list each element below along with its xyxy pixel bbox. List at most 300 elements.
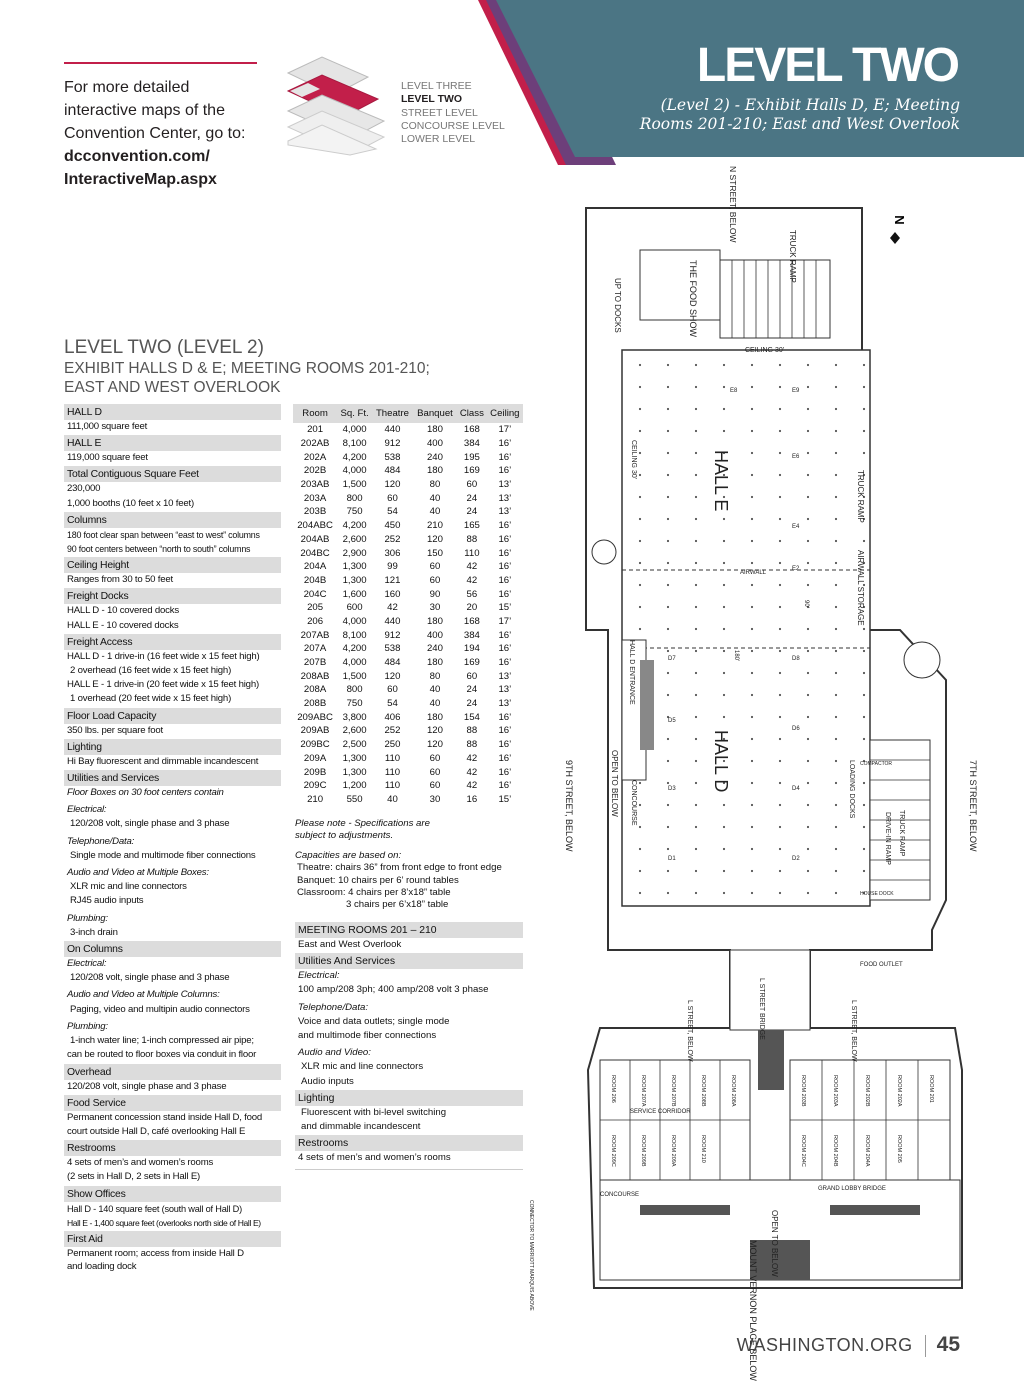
- table-cell: 168: [463, 424, 480, 436]
- l-street-bridge-area: [730, 950, 810, 1030]
- column-dot: [639, 892, 641, 894]
- column-dot: [807, 540, 809, 542]
- column-dot: [751, 364, 753, 366]
- column-dot: [807, 738, 809, 740]
- table-cell: 204A: [303, 561, 327, 573]
- column-dot: [835, 738, 837, 740]
- column-dot: [695, 606, 697, 608]
- fact-heading: Overhead: [64, 1064, 281, 1080]
- table-cell: 17’: [498, 615, 512, 627]
- fact-text: Permanent room; access from inside Hall D: [67, 1247, 244, 1259]
- table-cell: 203AB: [300, 479, 330, 491]
- table-cell: 60: [387, 684, 398, 696]
- column-label: D3: [668, 786, 676, 792]
- column-dot: [807, 826, 809, 828]
- fact-text: 3-inch drain: [70, 926, 118, 938]
- map-label: AIRWALL: [740, 570, 767, 576]
- column-dot: [639, 408, 641, 410]
- column-dot: [667, 562, 669, 564]
- map-label: FOOD OUTLET: [860, 962, 903, 968]
- column-dot: [667, 782, 669, 784]
- column-dot: [723, 848, 725, 850]
- column-dot: [779, 364, 781, 366]
- table-cell: 16’: [498, 739, 512, 751]
- column-dot: [751, 430, 753, 432]
- table-row: [293, 683, 523, 697]
- fact-text: Voice and data outlets; single mode: [298, 1015, 450, 1027]
- table-cell: 4,200: [342, 451, 367, 463]
- map-label: CONNECTOR TO MARRIOTT MARQUIS ABOVE: [528, 1200, 534, 1311]
- fact-text: and loading dock: [67, 1261, 137, 1273]
- table-cell: 42: [466, 561, 478, 573]
- table-cell: 550: [346, 793, 363, 805]
- column-label: D4: [792, 786, 800, 792]
- fact-text: (2 sets in Hall D, 2 sets in Hall E): [67, 1171, 201, 1183]
- column-dot: [723, 540, 725, 542]
- upper-docks: [720, 260, 830, 338]
- north-arrow-icon: [890, 215, 907, 244]
- column-dot: [835, 606, 837, 608]
- column-dot: [751, 474, 753, 476]
- fact-text: Single mode and multimode fiber connections: [70, 849, 256, 861]
- level-item: CONCOURSE LEVEL: [401, 119, 505, 132]
- note-text: subject to adjustments.: [295, 830, 394, 842]
- fact-subheading: Audio and Video at Multiple Columns:: [67, 989, 220, 1001]
- footer-separator: [925, 1335, 926, 1357]
- column-dot: [751, 606, 753, 608]
- column-dot: [863, 650, 865, 652]
- column-dot: [835, 540, 837, 542]
- fact-text: 4 sets of men’s and women’s rooms: [67, 1157, 214, 1169]
- fact-heading: Lighting: [64, 739, 281, 755]
- column-dot: [835, 474, 837, 476]
- table-cell: 194: [463, 643, 480, 655]
- map-label: COMPACTOR: [860, 761, 893, 767]
- column-dot: [835, 386, 837, 388]
- room-label: ROOM 209A: [670, 1135, 676, 1167]
- column-dot: [835, 518, 837, 520]
- column-dot: [695, 716, 697, 718]
- fact-heading: Restrooms: [64, 1140, 281, 1156]
- fact-text: can be routed to floor boxes via conduit in floor: [67, 1049, 257, 1061]
- column-dot: [779, 628, 781, 630]
- table-cell: 24: [466, 492, 478, 504]
- table-cell: 56: [466, 588, 478, 600]
- column-dot: [639, 870, 641, 872]
- table-cell: 60: [387, 492, 398, 504]
- table-row: [293, 752, 523, 766]
- table-cell: 4,200: [342, 520, 367, 532]
- promo-line: interactive maps of the: [64, 102, 225, 119]
- column-dot: [751, 496, 753, 498]
- column-dot: [723, 650, 725, 652]
- table-cell: 1,300: [342, 752, 367, 764]
- fact-text: Audio inputs: [301, 1075, 354, 1087]
- table-cell: 538: [384, 451, 401, 463]
- column-dot: [751, 870, 753, 872]
- table-cell: 60: [429, 780, 441, 792]
- table-cell: 201: [307, 424, 324, 436]
- table-cell: 60: [429, 574, 441, 586]
- table-cell: 204BC: [300, 547, 330, 559]
- column-dot: [835, 430, 837, 432]
- column-dot: [863, 364, 865, 366]
- table-cell: 16’: [498, 438, 512, 450]
- column-dot: [667, 430, 669, 432]
- column-dot: [835, 672, 837, 674]
- column-dot: [835, 496, 837, 498]
- column-dot: [779, 430, 781, 432]
- table-cell: 240: [426, 451, 443, 463]
- column-header: Sq. Ft.: [337, 404, 372, 423]
- table-cell: 30: [429, 793, 441, 805]
- column-dot: [807, 870, 809, 872]
- promo-link[interactable]: InteractiveMap.aspx: [64, 171, 217, 188]
- column-dot: [807, 518, 809, 520]
- table-cell: 4,000: [342, 424, 367, 436]
- column-label: D6: [792, 726, 800, 732]
- column-dot: [807, 628, 809, 630]
- table-cell: 13’: [498, 670, 512, 682]
- column-header: Room: [293, 404, 337, 423]
- fact-text: 1-inch water line; 1-inch compressed air pipe;: [70, 1035, 254, 1047]
- table-cell: 16’: [498, 780, 512, 792]
- fact-text: HALL D - 10 covered docks: [67, 605, 179, 617]
- column-dot: [835, 804, 837, 806]
- fact-text: Floor Boxes on 30 foot centers contain: [67, 787, 224, 799]
- fact-text: 120/208 volt, single phase and 3 phase: [70, 972, 230, 984]
- table-cell: 203A: [303, 492, 327, 504]
- table-cell: 203B: [303, 506, 327, 518]
- table-cell: 8,100: [342, 629, 367, 641]
- table-row: [293, 437, 523, 451]
- column-dot: [863, 408, 865, 410]
- fact-text: Hi Bay fluorescent and dimmable incandescent: [67, 755, 259, 767]
- column-dot: [779, 606, 781, 608]
- table-cell: 538: [384, 643, 401, 655]
- column-dot: [779, 540, 781, 542]
- fact-text: 1,000 booths (10 feet x 10 feet): [67, 497, 194, 509]
- column-dot: [639, 826, 641, 828]
- column-dot: [667, 386, 669, 388]
- level-item: LOWER LEVEL: [401, 133, 476, 146]
- table-cell: 180: [426, 657, 443, 669]
- fact-text: court outside Hall D, café overlooking Hall E: [67, 1125, 246, 1137]
- fact-text: 350 lbs. per square foot: [67, 724, 164, 736]
- fact-subheading: Plumbing:: [67, 912, 108, 924]
- column-dot: [695, 584, 697, 586]
- table-row: [293, 615, 523, 629]
- fact-heading: Floor Load Capacity: [64, 708, 281, 724]
- table-cell: 2,900: [342, 547, 367, 559]
- table-cell: 2,600: [342, 725, 367, 737]
- column-dot: [835, 892, 837, 894]
- column-dot: [863, 804, 865, 806]
- column-dot: [863, 716, 865, 718]
- column-dot: [667, 650, 669, 652]
- column-dot: [695, 738, 697, 740]
- column-dot: [751, 760, 753, 762]
- column-dot: [723, 408, 725, 410]
- fact-text: Hall D - 140 square feet (south wall of Hall D): [67, 1203, 242, 1214]
- column-dot: [863, 540, 865, 542]
- table-row: [293, 642, 523, 656]
- column-dot: [695, 408, 697, 410]
- column-dot: [807, 672, 809, 674]
- column-dot: [667, 826, 669, 828]
- fact-subheading: Telephone/Data:: [67, 835, 135, 847]
- column-dot: [695, 672, 697, 674]
- column-dot: [695, 386, 697, 388]
- table-cell: 209ABC: [297, 711, 333, 723]
- table-cell: 154: [463, 711, 480, 723]
- column-dot: [695, 474, 697, 476]
- table-cell: 209A: [303, 752, 327, 764]
- divider: [295, 1169, 523, 1170]
- room-label: ROOM 204B: [832, 1135, 838, 1167]
- table-row: [293, 724, 523, 738]
- promo-link[interactable]: dcconvention.com/: [64, 148, 210, 165]
- table-cell: 17’: [498, 424, 512, 436]
- fact-subheading: Electrical:: [298, 970, 340, 982]
- table-cell: 207A: [303, 643, 327, 655]
- table-cell: 165: [463, 520, 480, 532]
- table-cell: 16’: [498, 711, 512, 723]
- capacity-notes: [295, 818, 525, 912]
- column-dot: [779, 782, 781, 784]
- room-label: ROOM 207B: [670, 1075, 676, 1107]
- table-row: [293, 464, 523, 478]
- dimension-label: 90’: [803, 600, 809, 609]
- fact-text: 230,000: [67, 483, 101, 495]
- column-dot: [667, 364, 669, 366]
- table-cell: 24: [466, 698, 478, 710]
- table-cell: 180: [426, 424, 443, 436]
- column-dot: [863, 738, 865, 740]
- level-item-current: LEVEL TWO: [401, 93, 463, 106]
- table-row: [293, 710, 523, 724]
- room-label: ROOM 210: [700, 1135, 706, 1163]
- room-label: ROOM 204A: [864, 1135, 870, 1167]
- table-cell: 210: [426, 520, 443, 532]
- table-cell: 60: [429, 752, 441, 764]
- table-row: [293, 423, 523, 437]
- escalator-icon: [640, 660, 654, 750]
- room-label: ROOM 202B: [864, 1075, 870, 1107]
- column-dot: [807, 782, 809, 784]
- column-dot: [779, 760, 781, 762]
- fact-heading: Ceiling Height: [64, 557, 281, 573]
- table-cell: 88: [466, 533, 478, 545]
- table-cell: 16’: [498, 643, 512, 655]
- column-dot: [639, 452, 641, 454]
- table-cell: 252: [384, 725, 401, 737]
- column-dot: [723, 518, 725, 520]
- column-dot: [779, 672, 781, 674]
- map-label: OPEN TO BELOW: [610, 750, 619, 817]
- table-cell: 209C: [303, 780, 327, 792]
- table-cell: 4,000: [342, 615, 367, 627]
- column-dot: [779, 474, 781, 476]
- column-dot: [667, 672, 669, 674]
- column-dot: [835, 848, 837, 850]
- column-dot: [807, 650, 809, 652]
- exhibit-hall-area: [622, 350, 870, 906]
- footer-url[interactable]: WASHINGTON.ORG: [736, 1335, 913, 1355]
- table-row: [293, 628, 523, 642]
- column-dot: [863, 672, 865, 674]
- column-dot: [667, 496, 669, 498]
- column-dot: [695, 540, 697, 542]
- table-cell: 16’: [498, 520, 512, 532]
- column-dot: [751, 672, 753, 674]
- room-label: ROOM 208B: [700, 1075, 706, 1107]
- table-cell: 40: [387, 793, 398, 805]
- table-cell: 800: [346, 684, 363, 696]
- column-label: D2: [792, 856, 800, 862]
- column-dot: [667, 474, 669, 476]
- column-dot: [695, 848, 697, 850]
- column-dot: [695, 826, 697, 828]
- fact-text: 2 overhead (16 feet wide x 15 feet high): [70, 665, 232, 677]
- column-dot: [779, 892, 781, 894]
- fact-text: 180 foot clear span between “east to west” columns: [67, 529, 260, 540]
- fact-heading: Show Offices: [64, 1186, 281, 1202]
- fact-subheading: Electrical:: [67, 958, 107, 970]
- meeting-rooms-table: [293, 404, 523, 806]
- level-item: LEVEL THREE: [401, 80, 472, 92]
- column-header: Banquet: [413, 404, 457, 423]
- column-dot: [695, 496, 697, 498]
- table-cell: 1,500: [342, 670, 367, 682]
- column-dot: [639, 782, 641, 784]
- table-cell: 4,000: [342, 465, 367, 477]
- fact-text: RJ45 audio inputs: [70, 895, 144, 907]
- table-cell: 120: [384, 670, 401, 682]
- column-dot: [667, 848, 669, 850]
- column-dot: [779, 738, 781, 740]
- fact-heading: Total Contiguous Square Feet: [64, 466, 281, 482]
- column-label: D7: [668, 656, 676, 662]
- column-label: E9: [792, 388, 800, 394]
- table-cell: 110: [384, 766, 401, 778]
- table-row: [293, 533, 523, 547]
- column-dot: [639, 386, 641, 388]
- column-dot: [807, 716, 809, 718]
- table-cell: 207B: [303, 657, 327, 669]
- column-dot: [835, 694, 837, 696]
- table-cell: 484: [384, 657, 401, 669]
- food-show-room: [640, 250, 720, 320]
- column-dot: [835, 826, 837, 828]
- table-cell: 99: [387, 561, 398, 573]
- table-cell: 16’: [498, 752, 512, 764]
- table-cell: 40: [429, 492, 441, 504]
- column-dot: [751, 848, 753, 850]
- column-dot: [835, 452, 837, 454]
- section-title: LEVEL TWO (LEVEL 2): [64, 337, 264, 358]
- room-label: ROOM 209B: [640, 1135, 646, 1167]
- fact-heading: Utilities and Services: [64, 770, 281, 786]
- column-dot: [751, 804, 753, 806]
- map-label: OPEN TO BELOW: [770, 1210, 779, 1277]
- column-dot: [807, 364, 809, 366]
- column-dot: [639, 562, 641, 564]
- column-dot: [835, 760, 837, 762]
- column-dot: [667, 892, 669, 894]
- column-dot: [695, 694, 697, 696]
- note-text: Classroom: 4 chairs per 8’x18” table: [297, 887, 451, 899]
- table-cell: 252: [384, 533, 401, 545]
- table-cell: 4,000: [342, 657, 367, 669]
- table-cell: 4,200: [342, 643, 367, 655]
- table-cell: 1,300: [342, 574, 367, 586]
- table-cell: 750: [346, 506, 363, 518]
- column-dot: [807, 760, 809, 762]
- map-label: LOADING DOCKS: [848, 760, 855, 819]
- map-label: TRUCK RAMP: [898, 810, 905, 857]
- table-cell: 169: [463, 657, 480, 669]
- fact-heading: First Aid: [64, 1231, 281, 1247]
- column-dot: [751, 738, 753, 740]
- room-label: ROOM 209C: [610, 1135, 616, 1167]
- table-cell: 110: [464, 547, 480, 559]
- column-dot: [667, 738, 669, 740]
- fact-text: Permanent concession stand inside Hall D, food: [67, 1111, 263, 1123]
- table-cell: 8,100: [342, 438, 367, 450]
- column-dot: [807, 848, 809, 850]
- note-text: 3 chairs per 6’x18” table: [346, 899, 449, 911]
- map-label: SERVICE CORRIDOR: [630, 1109, 691, 1115]
- column-dot: [667, 760, 669, 762]
- section-heading: [64, 338, 430, 397]
- table-cell: 16’: [498, 588, 512, 600]
- table-row: [293, 793, 523, 807]
- street-label: 7TH STREET, BELOW: [968, 760, 978, 852]
- column-dot: [779, 848, 781, 850]
- column-dot: [695, 782, 697, 784]
- map-label: THE FOOD SHOW: [688, 260, 698, 337]
- column-label: D5: [668, 718, 676, 724]
- map-label: CEILING 30’: [745, 347, 785, 354]
- table-cell: 60: [466, 670, 478, 682]
- table-cell: 208A: [303, 684, 327, 696]
- table-cell: 60: [466, 479, 478, 491]
- column-dot: [779, 694, 781, 696]
- room-label: ROOM 201: [928, 1075, 934, 1103]
- table-cell: 15’: [498, 602, 512, 614]
- table-cell: 16’: [498, 629, 512, 641]
- table-cell: 16’: [498, 561, 512, 573]
- promo-line: For more detailed: [64, 79, 190, 96]
- page-number: 45: [936, 1333, 960, 1356]
- table-cell: 88: [466, 739, 478, 751]
- column-dot: [835, 562, 837, 564]
- page-title: LEVEL TWO: [696, 39, 958, 92]
- table-cell: 15’: [498, 793, 512, 805]
- column-dot: [667, 584, 669, 586]
- table-cell: 42: [466, 574, 478, 586]
- map-label: TRUCK RAMP: [788, 230, 797, 283]
- table-cell: 912: [384, 629, 401, 641]
- column-dot: [835, 364, 837, 366]
- fact-text: 1 overhead (20 feet wide x 15 feet high): [70, 693, 232, 705]
- table-cell: 195: [463, 451, 480, 463]
- column-dot: [695, 760, 697, 762]
- column-dot: [863, 848, 865, 850]
- fact-text: 90 foot centers between “north to south” columns: [67, 544, 251, 555]
- table-cell: 202AB: [300, 438, 330, 450]
